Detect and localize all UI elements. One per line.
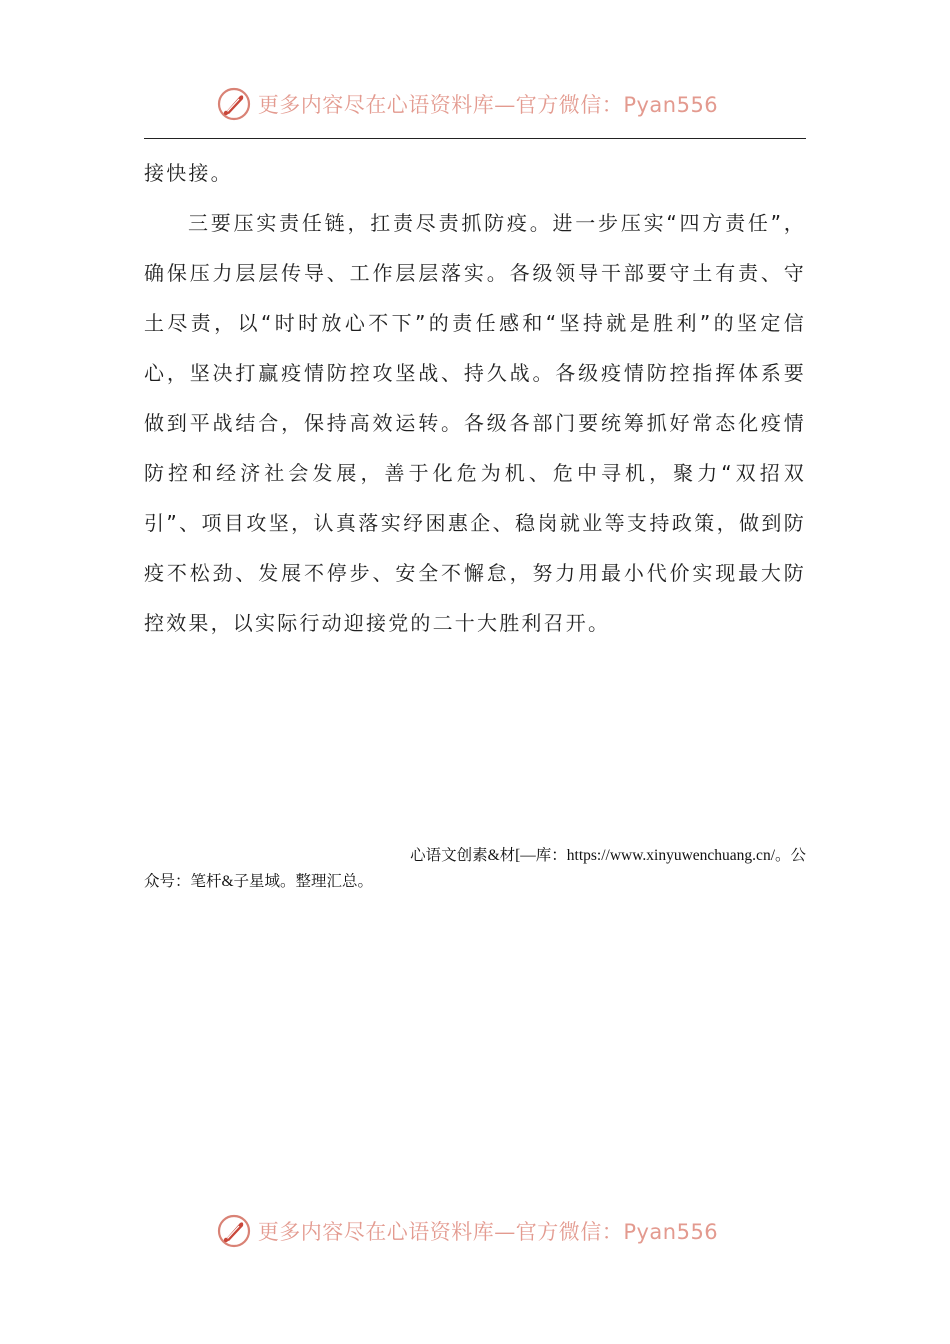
header-wechat-id: Pyan556 [623, 93, 719, 117]
footer-banner-label: 更多内容尽在心语资料库—官方微信： [257, 1220, 624, 1244]
header-banner-text [258, 89, 718, 119]
footnote-line-2: 众号：笔杆&子星域。整理汇总。 [144, 873, 374, 890]
paragraph-main: 三要压实责任链，扛责尽责抓防疫。进一步压实“四方责任”，确保压力层层传导、工作层层落实。各级领导干部要守土有责、守土尽责，以“时时放心不下”的责任感和“坚持就是胜利”的坚定信心，坚决打赢疫情防控攻坚战、持久战。各级疫情防控指挥体系要做到平战结合，保持高效运转。各级各部门要统筹抓好常态化疫情防控和经济社会发展，善于化危为机、危中寻机，聚力“双招双引”、项目攻坚，认真落实纾困惠企、稳岗就业等支持政策，做到防疫不松劲、发展不停步、安全不懈怠，努力用最小代价实现最大防控效果，以实际行动迎接党的二十大胜利召开。 [144, 211, 806, 635]
paragraph-continuation: 接快接。 [144, 161, 233, 185]
document-body [144, 148, 806, 648]
footer-banner-text [258, 1216, 718, 1246]
footer-banner-inner [216, 1213, 718, 1249]
header-banner [0, 80, 950, 128]
footer-banner [0, 1207, 950, 1255]
header-banner-inner [216, 86, 718, 122]
header-divider [144, 138, 806, 139]
source-footnote [144, 843, 806, 895]
footer-wechat-id: Pyan556 [623, 1220, 719, 1244]
footnote-line-1: 心语文创素&材[—库：https://www.xinyuwenchuang.cn/。公 [410, 847, 806, 864]
quill-pen-logo-icon [216, 1213, 252, 1249]
header-banner-label: 更多内容尽在心语资料库—官方微信： [257, 93, 624, 117]
quill-pen-logo-icon [216, 86, 252, 122]
